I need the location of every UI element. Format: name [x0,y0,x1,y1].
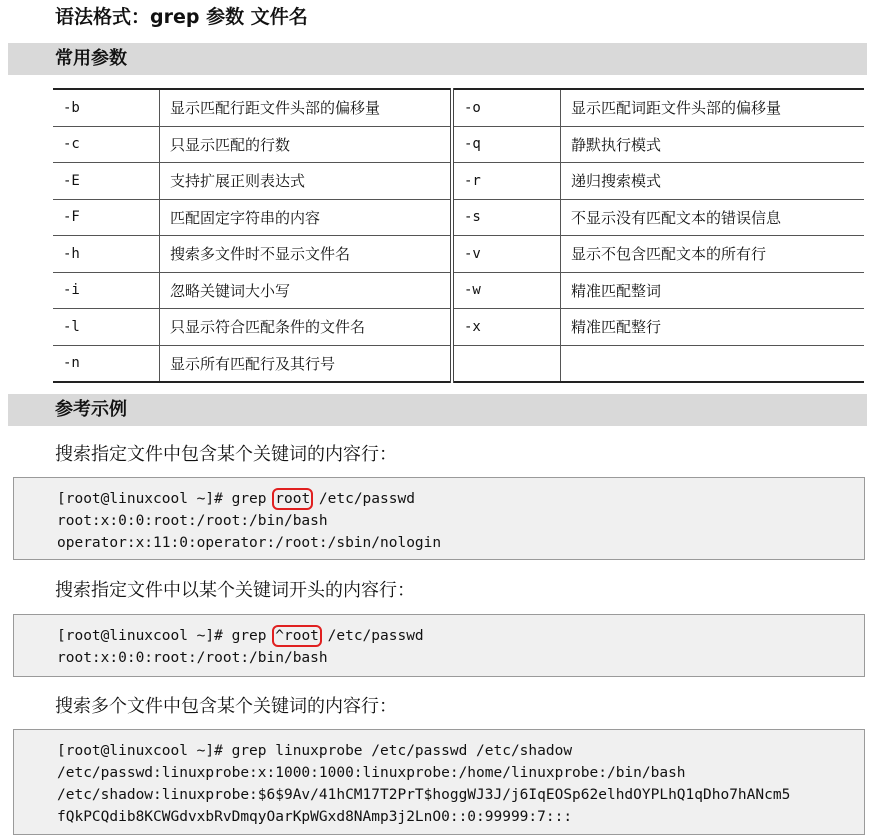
output-line: operator:x:11:0:operator:/root:/sbin/nologin [57,535,442,551]
option-cell: -w [452,272,561,309]
table-row [53,89,864,126]
code-block [13,477,865,560]
option-cell: -v [452,236,561,273]
option-cell: -l [53,309,160,346]
description-cell: 显示匹配行距文件头部的偏移量 [160,89,453,126]
option-cell: -i [53,272,160,309]
params-section-header [8,43,867,75]
description-cell: 显示匹配词距文件头部的偏移量 [561,89,865,126]
option-cell: -F [53,199,160,236]
output-line: root:x:0:0:root:/root:/bin/bash [57,513,328,529]
description-cell: 显示不包含匹配文本的所有行 [561,236,865,273]
output-line: /etc/passwd:linuxprobe:x:1000:1000:linuxprobe:/home/linuxprobe:/bin/bash [57,765,686,781]
description-cell: 支持扩展正则表达式 [160,163,453,200]
option-cell: -o [452,89,561,126]
command-args: /etc/passwd [310,491,415,507]
command-prompt: [root@linuxcool ~]# grep [57,628,276,644]
examples-section-header [8,394,867,426]
highlighted-keyword: root [275,491,311,507]
description-cell: 静默执行模式 [561,126,865,163]
examples-section-title: 参考示例 [55,399,127,420]
description-cell: 匹配固定字符串的内容 [160,199,453,236]
example-description: 搜索指定文件中包含某个关键词的内容行： [55,444,397,465]
table-row [53,236,864,273]
output-line: /etc/shadow:linuxprobe:$6$9Av/41hCM17T2PrT$hoggWJ3J/j6IqEOSp62elhdOYPLhQ1qDho7hANcm5 [57,787,791,803]
syntax-line: 语法格式：grep 参数 文件名 [55,6,308,28]
description-cell: 只显示符合匹配条件的文件名 [160,309,453,346]
table-row [53,199,864,236]
description-cell: 显示所有匹配行及其行号 [160,345,453,382]
command-line [57,489,415,509]
table-row [53,272,864,309]
option-cell: -q [452,126,561,163]
params-table [53,88,864,383]
option-cell: -c [53,126,160,163]
description-cell [561,345,865,382]
code-block [13,729,865,835]
option-cell [452,345,561,382]
command-line: [root@linuxcool ~]# grep linuxprobe /etc/passwd /etc/shadow [57,743,573,759]
output-line: fQkPCQdib8KCWGdvxbRvDmqyOarKpWGxd8NAmp3j2LnO0::0:99999:7::: [57,809,573,825]
output-line: root:x:0:0:root:/root:/bin/bash [57,650,328,666]
option-cell: -s [452,199,561,236]
highlighted-keyword: ^root [275,628,319,644]
example-description: 搜索指定文件中以某个关键词开头的内容行： [55,580,415,601]
description-cell: 忽略关键词大小写 [160,272,453,309]
example-description: 搜索多个文件中包含某个关键词的内容行： [55,696,397,717]
params-section-title: 常用参数 [55,48,127,69]
description-cell: 精准匹配整行 [561,309,865,346]
description-cell: 递归搜索模式 [561,163,865,200]
description-cell: 不显示没有匹配文本的错误信息 [561,199,865,236]
option-cell: -x [452,309,561,346]
command-line [57,626,424,646]
command-prompt: [root@linuxcool ~]# grep [57,491,276,507]
command-args: /etc/passwd [318,628,424,644]
option-cell: -h [53,236,160,273]
table-row [53,163,864,200]
table-row [53,126,864,163]
description-cell: 精准匹配整词 [561,272,865,309]
description-cell: 只显示匹配的行数 [160,126,453,163]
option-cell: -r [452,163,561,200]
table-row [53,345,864,382]
option-cell: -E [53,163,160,200]
description-cell: 搜索多文件时不显示文件名 [160,236,453,273]
option-cell: -n [53,345,160,382]
table-row [53,309,864,346]
code-block [13,614,865,677]
option-cell: -b [53,89,160,126]
